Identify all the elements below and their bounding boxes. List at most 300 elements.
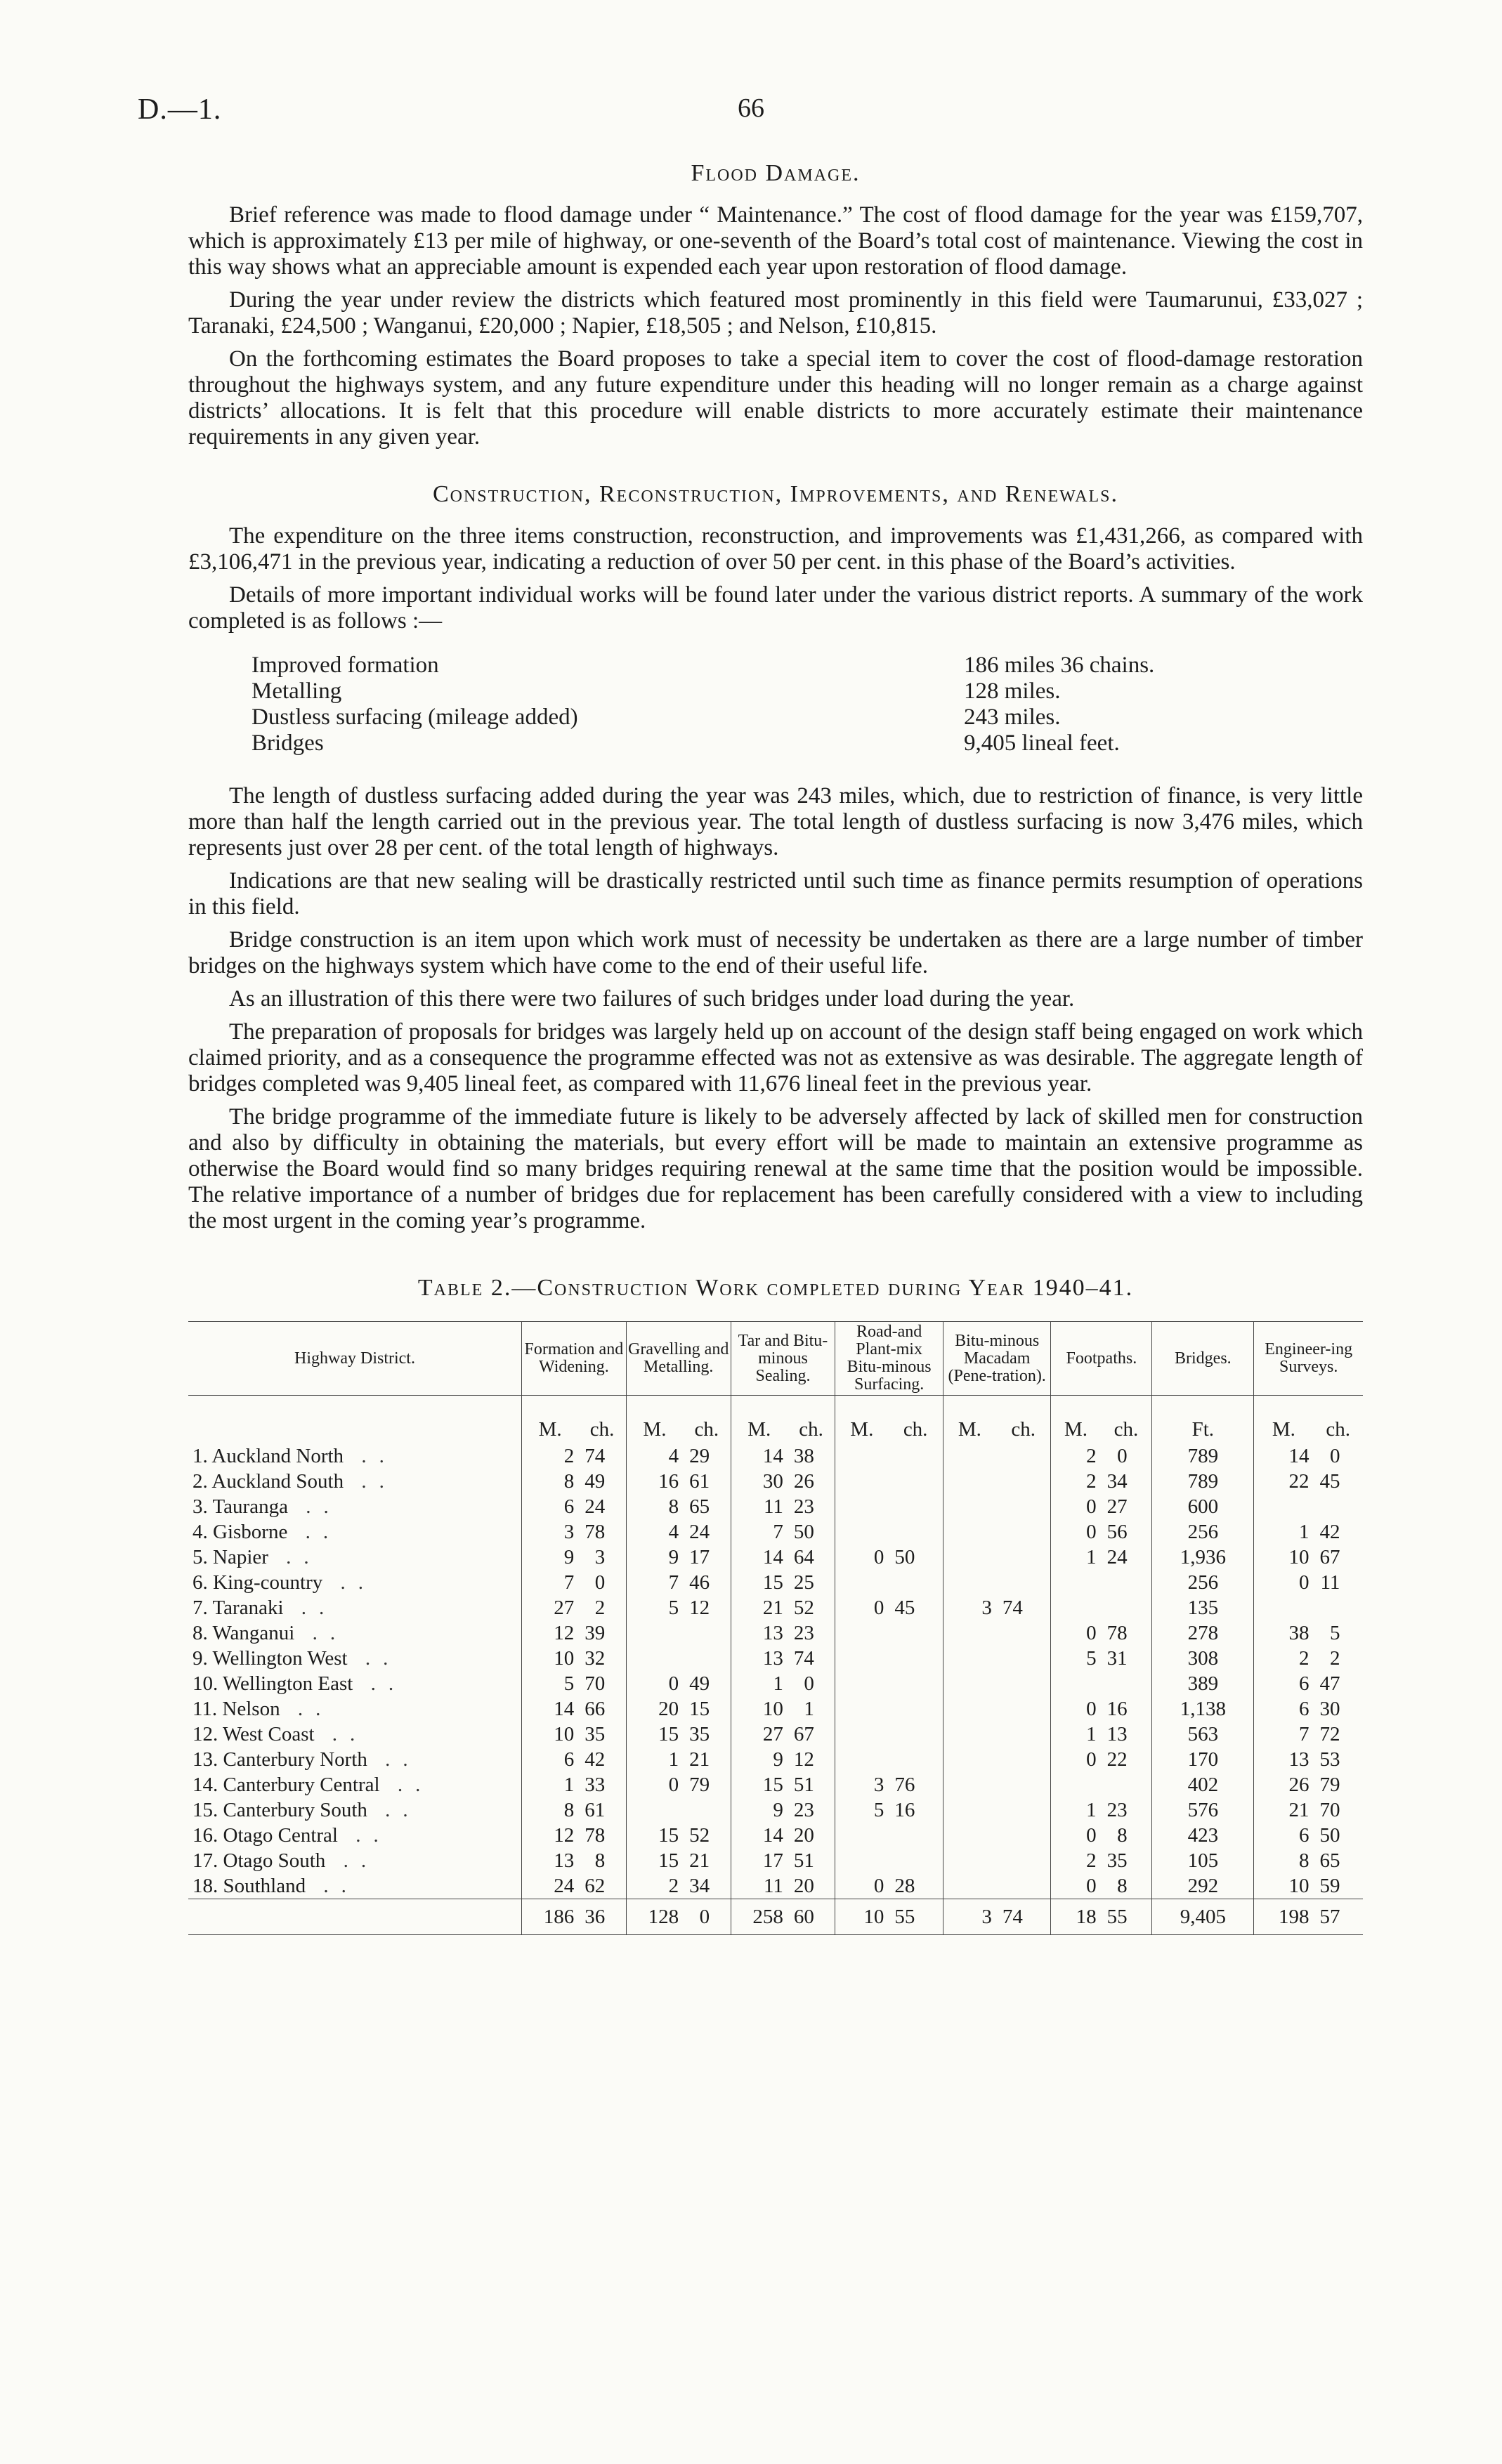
table-row	[188, 1570, 1363, 1595]
cell	[683, 1899, 731, 1935]
page-number: 66	[738, 93, 764, 123]
cell	[1313, 1797, 1363, 1823]
cell	[1313, 1519, 1363, 1545]
cell-value: 66	[585, 1698, 606, 1720]
cell	[943, 1443, 995, 1469]
column-header: Highway District.	[188, 1322, 522, 1396]
leader-dots: ..	[287, 1495, 341, 1518]
cell	[1051, 1519, 1101, 1545]
cell-value: 17	[689, 1546, 710, 1568]
paragraph: Bridge construction is an item upon which work must of necessity be undertaken as there are a large number of timber bridges on the highways system which have come to the end of their useful life.	[188, 927, 1363, 978]
cell-value: 2	[1298, 1647, 1310, 1670]
cell	[683, 1722, 731, 1747]
cell	[522, 1469, 579, 1494]
cell	[1051, 1848, 1101, 1873]
cell	[578, 1747, 626, 1772]
cell-value: 24	[1106, 1546, 1128, 1568]
cell	[888, 1671, 943, 1696]
leader-dots: ..	[283, 1597, 337, 1619]
paragraph: On the forthcoming estimates the Board proposes to take a special item to cover the cost of flood-damage restoration throughout the highways system, and any future expenditure under this heading will no longer remain as a charge against districts’ allocations. It is felt that this procedure will enable districts to more accurately estimate their maintenance requirements in any given year.	[188, 346, 1363, 450]
cell	[578, 1823, 626, 1848]
cell	[943, 1747, 995, 1772]
cell	[1254, 1570, 1314, 1595]
leader-dots: ..	[337, 1824, 391, 1847]
cell	[788, 1747, 835, 1772]
cell-value: 15	[658, 1824, 679, 1847]
table-row	[188, 1722, 1363, 1747]
cell-value: 2	[1329, 1647, 1340, 1670]
cell	[1313, 1722, 1363, 1747]
cell-value: 1	[668, 1748, 679, 1771]
cell-value: 27	[554, 1597, 575, 1619]
cell-value: 105	[1187, 1849, 1219, 1872]
cell-value: 170	[1187, 1748, 1219, 1771]
cell	[943, 1848, 995, 1873]
cell-value: 0	[1329, 1445, 1340, 1467]
cell	[1152, 1797, 1254, 1823]
cell-value: 35	[1106, 1849, 1128, 1872]
cell	[996, 1747, 1051, 1772]
cell	[996, 1570, 1051, 1595]
cell	[888, 1595, 943, 1620]
cell-value: 9	[773, 1799, 783, 1821]
cell	[835, 1899, 888, 1935]
cell	[731, 1772, 788, 1797]
summary-value: 128 miles.	[964, 679, 1061, 704]
cell-value: 0	[873, 1597, 884, 1619]
cell	[943, 1797, 995, 1823]
cell	[888, 1873, 943, 1899]
leader-dots: ..	[344, 1445, 397, 1467]
cell	[1254, 1646, 1314, 1671]
cell-value: 0	[1086, 1748, 1097, 1771]
cell	[888, 1772, 943, 1797]
cell-value: 258	[752, 1906, 783, 1928]
cell	[943, 1620, 995, 1646]
paragraph: The preparation of proposals for bridges was largely held up on account of the design staff being engaged on work which claimed priority, and as a consequence the programme effected was not as extensive as was desirable. The aggregate length of bridges completed was 9,405 lineal feet, as compared with 11,676 lineal feet in the previous year.	[188, 1019, 1363, 1096]
cell-value: 21	[689, 1849, 710, 1872]
district-name: 3. Tauranga ..	[192, 1495, 341, 1518]
cell	[1313, 1671, 1363, 1696]
cell	[943, 1671, 995, 1696]
cell-value: 17	[762, 1849, 783, 1872]
cell-value: 0	[873, 1546, 884, 1568]
cell	[835, 1646, 888, 1671]
cell	[626, 1620, 683, 1646]
district-name: 4. Gisborne ..	[192, 1521, 341, 1543]
paragraph: The expenditure on the three items construction, reconstruction, and improvements was £1,431,266, as compared with £3,106,471 in the previous year, indicating a reduction of over 50 per cent. in this phase of the Board’s activities.	[188, 523, 1363, 575]
cell	[943, 1823, 995, 1848]
cell-value: 13	[554, 1849, 575, 1872]
cell-value: 23	[793, 1622, 814, 1644]
cell	[943, 1772, 995, 1797]
cell	[731, 1595, 788, 1620]
cell	[578, 1646, 626, 1671]
cell-value: 65	[689, 1495, 710, 1518]
cell-value: 26	[1288, 1774, 1310, 1796]
cell	[1101, 1772, 1152, 1797]
district-name: 13. Canterbury North ..	[192, 1748, 421, 1771]
cell-value: 4	[668, 1445, 679, 1467]
cell	[888, 1823, 943, 1848]
cell-value: 2	[1086, 1470, 1097, 1493]
cell	[1101, 1722, 1152, 1747]
cell	[835, 1545, 888, 1570]
cell	[888, 1469, 943, 1494]
cell	[1254, 1494, 1314, 1519]
cell-value: 8	[1117, 1875, 1128, 1897]
table-row	[188, 1797, 1363, 1823]
cell	[888, 1443, 943, 1469]
cell	[578, 1443, 626, 1469]
cell	[788, 1671, 835, 1696]
leader-dots: ..	[367, 1748, 421, 1771]
cell	[1152, 1519, 1254, 1545]
unit-label: M.	[731, 1396, 788, 1444]
cell	[1152, 1570, 1254, 1595]
cell	[1051, 1595, 1101, 1620]
cell-value: 74	[1002, 1906, 1023, 1928]
cell-value: 186	[543, 1906, 575, 1928]
table-row	[188, 1848, 1363, 1873]
unit-label: ch.	[1326, 1418, 1351, 1441]
cell-value: 1	[1086, 1546, 1097, 1568]
cell-value: 389	[1187, 1672, 1219, 1695]
cell-value: 8	[563, 1470, 575, 1493]
cell	[1313, 1747, 1363, 1772]
cell	[835, 1848, 888, 1873]
unit-label: ch.	[903, 1418, 928, 1441]
flood-damage-section	[188, 202, 1363, 450]
paragraph: As an illustration of this there were two failures of such bridges under load during the year.	[229, 986, 1075, 1011]
cell	[943, 1570, 995, 1595]
cell-value: 70	[585, 1672, 606, 1695]
cell	[522, 1545, 579, 1570]
cell	[788, 1772, 835, 1797]
cell	[996, 1823, 1051, 1848]
leader-dots: ..	[322, 1571, 376, 1594]
table-row	[188, 1545, 1363, 1570]
cell-value: 0	[1086, 1622, 1097, 1644]
cell-value: 78	[585, 1521, 606, 1543]
cell	[943, 1646, 995, 1671]
cell	[578, 1469, 626, 1494]
cell-value: 8	[594, 1849, 606, 1872]
cell	[522, 1797, 579, 1823]
cell-value: 52	[689, 1824, 710, 1847]
cell-value: 31	[1106, 1647, 1128, 1670]
cell-value: 10	[1288, 1875, 1310, 1897]
flood-damage-heading: Flood Damage.	[691, 160, 861, 186]
cell	[1051, 1469, 1101, 1494]
cell-value: 67	[1319, 1546, 1340, 1568]
cell	[1101, 1545, 1152, 1570]
cell	[1254, 1772, 1314, 1797]
cell	[626, 1772, 683, 1797]
cell-value: 27	[1106, 1495, 1128, 1518]
unit-label: ch.	[799, 1418, 823, 1441]
cell	[1254, 1797, 1314, 1823]
cell-value: 2	[1086, 1445, 1097, 1467]
cell	[1051, 1873, 1101, 1899]
cell	[996, 1620, 1051, 1646]
table-row	[188, 1747, 1363, 1772]
cell	[578, 1545, 626, 1570]
paragraph: Indications are that new sealing will be drastically restricted until such time as finance permits resumption of operations in this field.	[188, 868, 1363, 919]
cell-value: 7	[773, 1521, 783, 1543]
cell	[1254, 1873, 1314, 1899]
cell	[578, 1595, 626, 1620]
cell-value: 51	[793, 1774, 814, 1796]
cell-value: 0	[1086, 1495, 1097, 1518]
unit-label: M.	[835, 1396, 888, 1444]
cell	[578, 1772, 626, 1797]
summary-label: Metalling	[252, 679, 342, 704]
cell	[731, 1570, 788, 1595]
district-name: 12. West Coast ..	[192, 1723, 368, 1745]
cell-value: 79	[689, 1774, 710, 1796]
cell	[1051, 1722, 1101, 1747]
construction-work-table	[188, 1321, 1363, 1935]
cell-value: 5	[668, 1597, 679, 1619]
table-header-row	[188, 1322, 1363, 1396]
cell	[1101, 1848, 1152, 1873]
cell-value: 278	[1187, 1622, 1219, 1644]
cell	[1152, 1443, 1254, 1469]
cell	[683, 1797, 731, 1823]
cell-value: 563	[1187, 1723, 1219, 1745]
cell	[683, 1696, 731, 1722]
summary-row	[252, 653, 1363, 679]
cell	[731, 1747, 788, 1772]
unit-label: M.	[1254, 1396, 1314, 1444]
cell-value: 0	[594, 1571, 606, 1594]
cell	[626, 1671, 683, 1696]
cell	[1254, 1443, 1314, 1469]
cell-value: 20	[793, 1824, 814, 1847]
cell	[996, 1873, 1051, 1899]
cell-value: 2	[1086, 1849, 1097, 1872]
cell	[626, 1722, 683, 1747]
cell-value: 1	[1086, 1723, 1097, 1745]
district-name: 16. Otago Central ..	[192, 1824, 391, 1847]
cell	[522, 1570, 579, 1595]
cell-value: 65	[1319, 1849, 1340, 1872]
cell	[1051, 1823, 1101, 1848]
cell	[578, 1797, 626, 1823]
cell	[835, 1873, 888, 1899]
cell-value: 308	[1187, 1647, 1219, 1670]
cell	[626, 1545, 683, 1570]
cell-value: 423	[1187, 1824, 1219, 1847]
cell-value: 12	[554, 1622, 575, 1644]
cell	[683, 1646, 731, 1671]
cell-value: 33	[585, 1774, 606, 1796]
cell	[626, 1848, 683, 1873]
unit-label: M.	[626, 1396, 683, 1444]
cell-value: 29	[689, 1445, 710, 1467]
leader-dots: ..	[268, 1546, 322, 1568]
table-row	[188, 1646, 1363, 1671]
cell	[1051, 1494, 1101, 1519]
cell	[626, 1873, 683, 1899]
cell	[1254, 1823, 1314, 1848]
cell	[1051, 1443, 1101, 1469]
leader-dots: ..	[379, 1774, 433, 1796]
cell-value: 70	[1319, 1799, 1340, 1821]
cell	[835, 1519, 888, 1545]
cell	[522, 1595, 579, 1620]
cell	[1101, 1494, 1152, 1519]
cell	[788, 1570, 835, 1595]
cell-value: 6	[1298, 1824, 1310, 1847]
cell	[943, 1899, 995, 1935]
cell-value: 20	[793, 1875, 814, 1897]
cell-value: 600	[1187, 1495, 1219, 1518]
cell-value: 35	[585, 1723, 606, 1745]
cell	[731, 1696, 788, 1722]
cell	[522, 1443, 579, 1469]
cell	[578, 1899, 626, 1935]
unit-label: ch.	[589, 1418, 615, 1441]
cell	[996, 1722, 1051, 1747]
district-name: 8. Wanganui ..	[192, 1622, 348, 1644]
cell	[1313, 1848, 1363, 1873]
cell-value: 15	[762, 1571, 783, 1594]
cell-value: 1	[1086, 1799, 1097, 1821]
cell	[1313, 1646, 1363, 1671]
work-summary-list	[252, 653, 1363, 756]
table-caption: Table 2.—Construction Work completed during Year 1940–41.	[417, 1275, 1134, 1301]
cell-value: 5	[1329, 1622, 1340, 1644]
cell	[731, 1797, 788, 1823]
cell-value: 0	[873, 1875, 884, 1897]
cell	[788, 1899, 835, 1935]
cell-value: 30	[1319, 1698, 1340, 1720]
cell	[788, 1823, 835, 1848]
cell-value: 21	[1288, 1799, 1310, 1821]
cell-value: 36	[585, 1906, 606, 1928]
cell	[888, 1570, 943, 1595]
cell-value: 135	[1187, 1597, 1219, 1619]
cell-value: 21	[762, 1597, 783, 1619]
cell	[1101, 1620, 1152, 1646]
cell	[1313, 1443, 1363, 1469]
cell-value: 10	[762, 1698, 783, 1720]
district-name: 17. Otago South ..	[192, 1849, 379, 1872]
cell	[683, 1443, 731, 1469]
summary-row	[252, 730, 1363, 756]
cell-value: 74	[1002, 1597, 1023, 1619]
leader-dots: ..	[367, 1799, 421, 1821]
paragraph: During the year under review the districts which featured most prominently in this field were Taumarunui, £33,027 ; Taranaki, £24,500 ; Wanganui, £20,000 ; Napier, £18,505 ; and Nelson, £10,815.	[188, 287, 1363, 339]
cell	[1152, 1873, 1254, 1899]
cell-value: 74	[793, 1647, 814, 1670]
construction-heading: Construction, Reconstruction, Improvements, and Renewals.	[432, 481, 1119, 507]
cell-value: 64	[793, 1546, 814, 1568]
cell-value: 45	[1319, 1470, 1340, 1493]
district-name: 14. Canterbury Central ..	[192, 1774, 433, 1796]
cell-value: 12	[689, 1597, 710, 1619]
cell	[1051, 1646, 1101, 1671]
cell-value: 2	[563, 1445, 575, 1467]
cell	[1254, 1620, 1314, 1646]
leader-dots: ..	[344, 1470, 397, 1493]
cell	[1313, 1772, 1363, 1797]
cell	[888, 1494, 943, 1519]
cell	[683, 1823, 731, 1848]
cell	[888, 1747, 943, 1772]
cell-value: 9	[563, 1546, 575, 1568]
summary-value: 243 miles.	[964, 705, 1061, 730]
cell	[1051, 1570, 1101, 1595]
cell	[578, 1696, 626, 1722]
cell	[683, 1494, 731, 1519]
cell	[1101, 1671, 1152, 1696]
cell	[996, 1671, 1051, 1696]
cell	[1254, 1671, 1314, 1696]
cell	[1152, 1671, 1254, 1696]
cell-value: 72	[1319, 1723, 1340, 1745]
cell-value: 47	[1319, 1672, 1340, 1695]
cell	[835, 1469, 888, 1494]
summary-value: 9,405 lineal feet.	[964, 730, 1120, 756]
unit-label: M.	[1051, 1396, 1101, 1444]
cell	[578, 1620, 626, 1646]
cell	[996, 1772, 1051, 1797]
cell-value: 1	[773, 1672, 783, 1695]
cell	[1051, 1696, 1101, 1722]
table-row	[188, 1469, 1363, 1494]
cell-value: 13	[1106, 1723, 1128, 1745]
cell-value: 61	[689, 1470, 710, 1493]
cell-value: 3	[594, 1546, 606, 1568]
cell	[1254, 1722, 1314, 1747]
summary-value: 186 miles 36 chains.	[964, 653, 1155, 678]
cell-value: 34	[1106, 1470, 1128, 1493]
cell	[788, 1545, 835, 1570]
cell	[626, 1570, 683, 1595]
summary-row	[252, 679, 1363, 705]
cell	[683, 1595, 731, 1620]
cell	[626, 1469, 683, 1494]
cell-value: 0	[1298, 1571, 1310, 1594]
cell	[996, 1595, 1051, 1620]
district-name: 18. Southland ..	[192, 1875, 359, 1897]
cell	[943, 1519, 995, 1545]
cell	[996, 1494, 1051, 1519]
cell	[888, 1899, 943, 1935]
cell-value: 24	[554, 1875, 575, 1897]
cell	[943, 1494, 995, 1519]
cell	[1152, 1494, 1254, 1519]
cell-value: 30	[762, 1470, 783, 1493]
cell	[522, 1722, 579, 1747]
cell-value: 0	[699, 1906, 710, 1928]
cell-value: 12	[793, 1748, 814, 1771]
cell-value: 10	[554, 1723, 575, 1745]
cell	[788, 1873, 835, 1899]
cell-value: 1	[804, 1698, 814, 1720]
cell	[731, 1873, 788, 1899]
cell-value: 5	[563, 1672, 575, 1695]
cell-value: 15	[658, 1723, 679, 1745]
cell-value: 16	[658, 1470, 679, 1493]
cell	[626, 1899, 683, 1935]
cell	[683, 1469, 731, 1494]
cell-value: 292	[1187, 1875, 1219, 1897]
cell-value: 10	[554, 1647, 575, 1670]
